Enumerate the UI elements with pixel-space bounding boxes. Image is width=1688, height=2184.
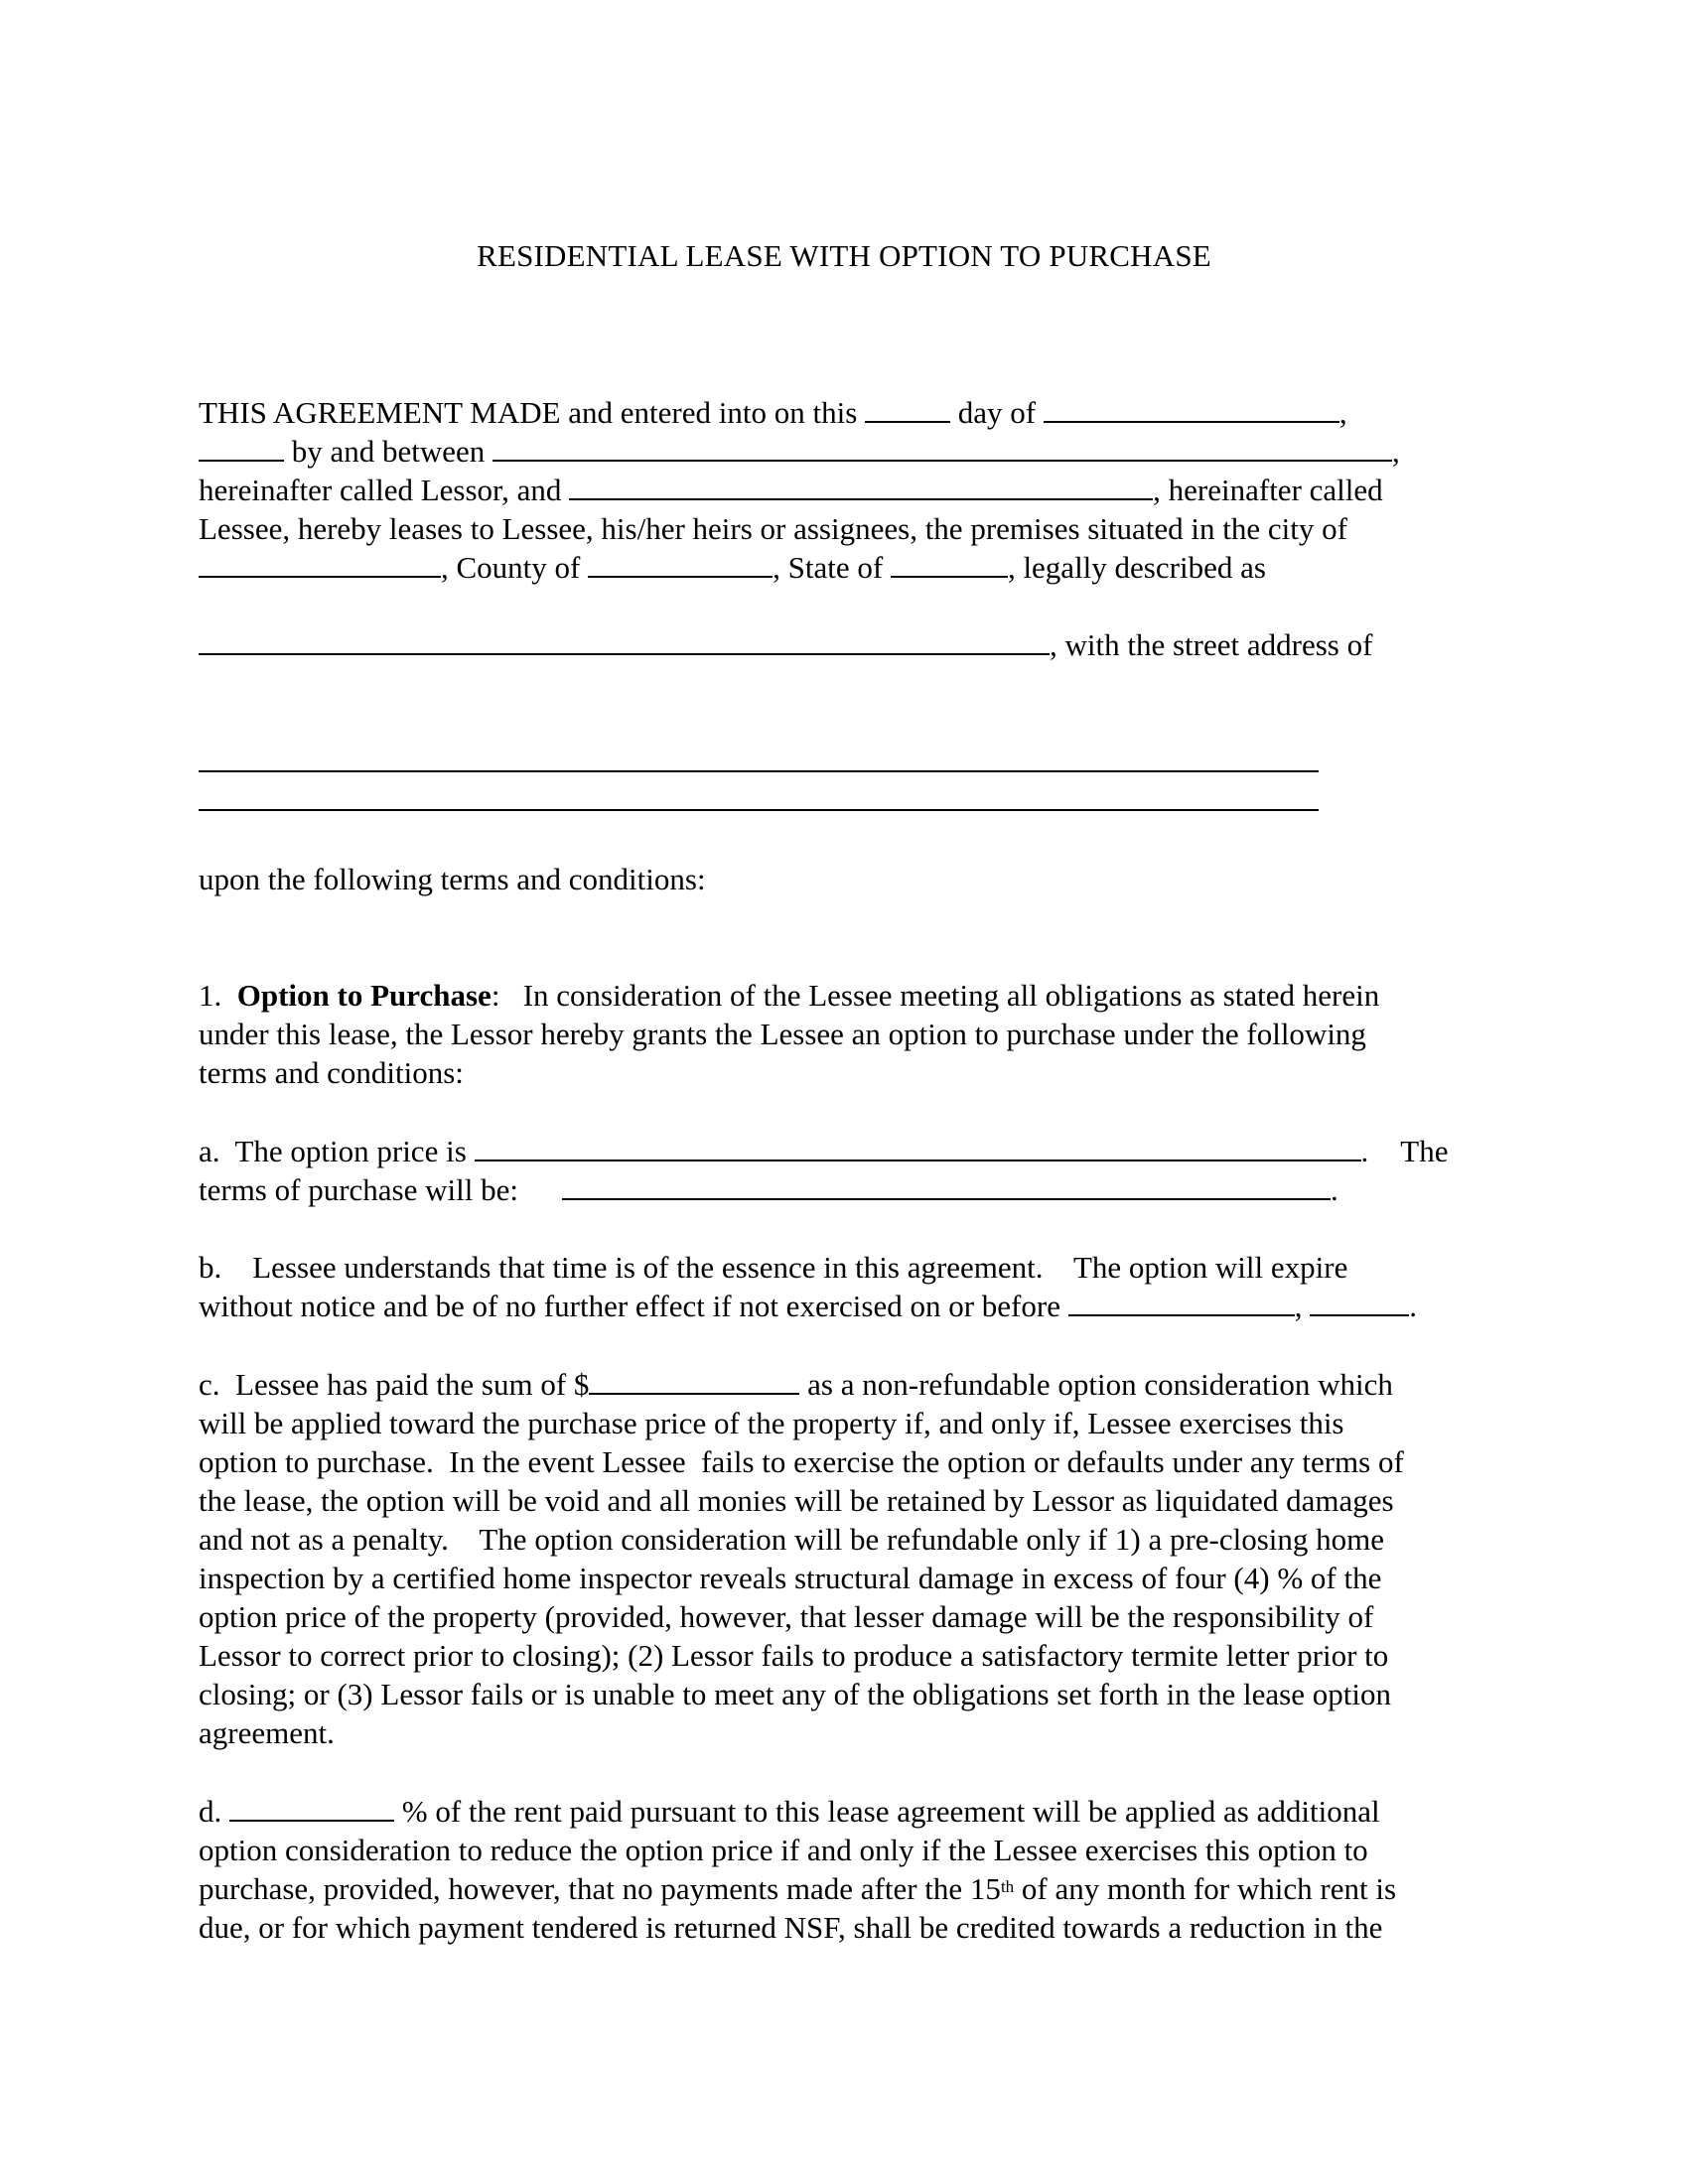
legal-description-blank[interactable]: [199, 625, 1050, 655]
month-blank[interactable]: [1044, 393, 1339, 423]
item-a-line-1: [199, 1132, 1448, 1170]
item-text: .: [1409, 1289, 1417, 1323]
rent-percent-blank[interactable]: [229, 1792, 394, 1822]
city-blank[interactable]: [199, 548, 441, 578]
item-text: a. The option price is: [199, 1134, 475, 1168]
street-address-line-2: [199, 781, 1319, 820]
intro-line-4: Lessee, hereby leases to Lessee, his/her heirs or assignees, the premises situated in the city of: [199, 511, 1347, 546]
option-price-blank[interactable]: [475, 1132, 1361, 1161]
item-c-line: and not as a penalty. The option consideration will be refundable only if 1) a pre-closing home: [199, 1522, 1385, 1557]
item-b-line-2: [199, 1287, 1417, 1325]
item-text: The: [1400, 1134, 1449, 1168]
item-d-line-1: [199, 1792, 1380, 1831]
item-text: terms of purchase will be:: [199, 1172, 518, 1207]
intro-line-6: [199, 625, 1372, 664]
item-text: of any month for which rent is: [1014, 1871, 1397, 1906]
item-text: .: [1360, 1134, 1369, 1168]
ordinal-suffix: th: [1000, 1877, 1015, 1896]
lessee-name-blank[interactable]: [569, 471, 1153, 500]
intro-text: , State of: [773, 550, 891, 585]
intro-text: ,: [1338, 395, 1347, 430]
intro-text: , hereinafter called: [1153, 473, 1383, 507]
intro-line-3: [199, 471, 1383, 509]
section-1-line-2: under this lease, the Lessor hereby grants the Lessee an option to purchase under the following: [199, 1017, 1366, 1051]
item-d-line-3: [199, 1869, 1396, 1908]
terms-intro: upon the following terms and conditions:: [199, 862, 706, 896]
document-title: RESIDENTIAL LEASE WITH OPTION TO PURCHASE: [477, 238, 1211, 273]
item-c-line: closing; or (3) Lessor fails or is unable to meet any of the obligations set forth in the lease option: [199, 1677, 1391, 1711]
section-heading-colon: :: [491, 978, 500, 1013]
intro-text: ,: [1392, 434, 1400, 469]
street-address-blank-2[interactable]: [199, 781, 1319, 811]
item-text: % of the rent paid pursuant to this lease agreement will be applied as additional: [394, 1794, 1380, 1829]
section-1-line-1: [199, 976, 1379, 1015]
intro-text: by and between: [284, 434, 493, 469]
state-blank[interactable]: [891, 548, 1008, 578]
intro-text: hereinafter called Lessor, and: [199, 473, 570, 507]
street-address-blank-1[interactable]: [199, 743, 1319, 772]
item-c-line-1: [199, 1365, 1393, 1404]
year-blank[interactable]: [199, 432, 284, 462]
item-b-line-1: b. Lessee understands that time is of the essence in this agreement. The option will expire: [199, 1250, 1348, 1285]
item-c-line: inspection by a certified home inspector reveals structural damage in excess of four (4) % of the: [199, 1561, 1382, 1595]
item-text: as a non-refundable option consideration which: [799, 1367, 1393, 1402]
section-number: 1.: [199, 978, 222, 1013]
purchase-terms-blank[interactable]: [562, 1170, 1331, 1200]
item-c-line: the lease, the option will be void and all monies will be retained by Lessor as liquidated damages: [199, 1483, 1394, 1518]
item-text: purchase, provided, however, that no payments made after the 15: [199, 1871, 1001, 1906]
lessor-name-blank[interactable]: [492, 432, 1392, 462]
item-text: .: [1330, 1172, 1338, 1207]
section-heading: Option to Purchase: [236, 978, 492, 1013]
section-1-line-3: terms and conditions:: [199, 1055, 464, 1090]
item-d-line-4: due, or for which payment tendered is returned NSF, shall be credited towards a reduction in the: [199, 1910, 1383, 1945]
item-c-line: option to purchase. In the event Lessee fails to exercise the option or defaults under any terms of: [199, 1444, 1404, 1479]
item-text: d.: [199, 1794, 229, 1829]
county-blank[interactable]: [588, 548, 773, 578]
intro-text: , County of: [441, 550, 589, 585]
item-c-line: will be applied toward the purchase price of the property if, and only if, Lessee exercises this: [199, 1406, 1344, 1440]
intro-line-1: [199, 393, 1347, 432]
intro-text: THIS AGREEMENT MADE and entered into on this: [199, 395, 866, 430]
item-text: c. Lessee has paid the sum of $: [199, 1367, 590, 1402]
intro-text: , legally described as: [1007, 550, 1266, 585]
intro-line-2: [199, 432, 1400, 471]
item-c-line: agreement.: [199, 1715, 335, 1750]
intro-text: , with the street address of: [1050, 627, 1373, 662]
item-text: without notice and be of no further effect if not exercised on or before: [199, 1289, 1068, 1323]
option-sum-blank[interactable]: [589, 1365, 799, 1395]
intro-line-5: [199, 548, 1266, 587]
intro-text: day of: [950, 395, 1044, 430]
expiration-year-blank[interactable]: [1310, 1287, 1409, 1316]
item-a-line-2: [199, 1170, 1338, 1209]
day-blank[interactable]: [865, 393, 950, 423]
item-c-line: Lessor to correct prior to closing); (2) Lessor fails to produce a satisfactory termite letter prior to: [199, 1638, 1389, 1673]
item-c-line: option price of the property (provided, however, that lesser damage will be the responsibility of: [199, 1599, 1374, 1634]
item-d-line-2: option consideration to reduce the option price if and only if the Lessee exercises this option to: [199, 1833, 1368, 1867]
street-address-line-1: [199, 743, 1319, 781]
section-text: In consideration of the Lessee meeting all obligations as stated herein: [499, 978, 1380, 1013]
item-text: ,: [1294, 1289, 1311, 1323]
expiration-date-blank[interactable]: [1068, 1287, 1295, 1316]
